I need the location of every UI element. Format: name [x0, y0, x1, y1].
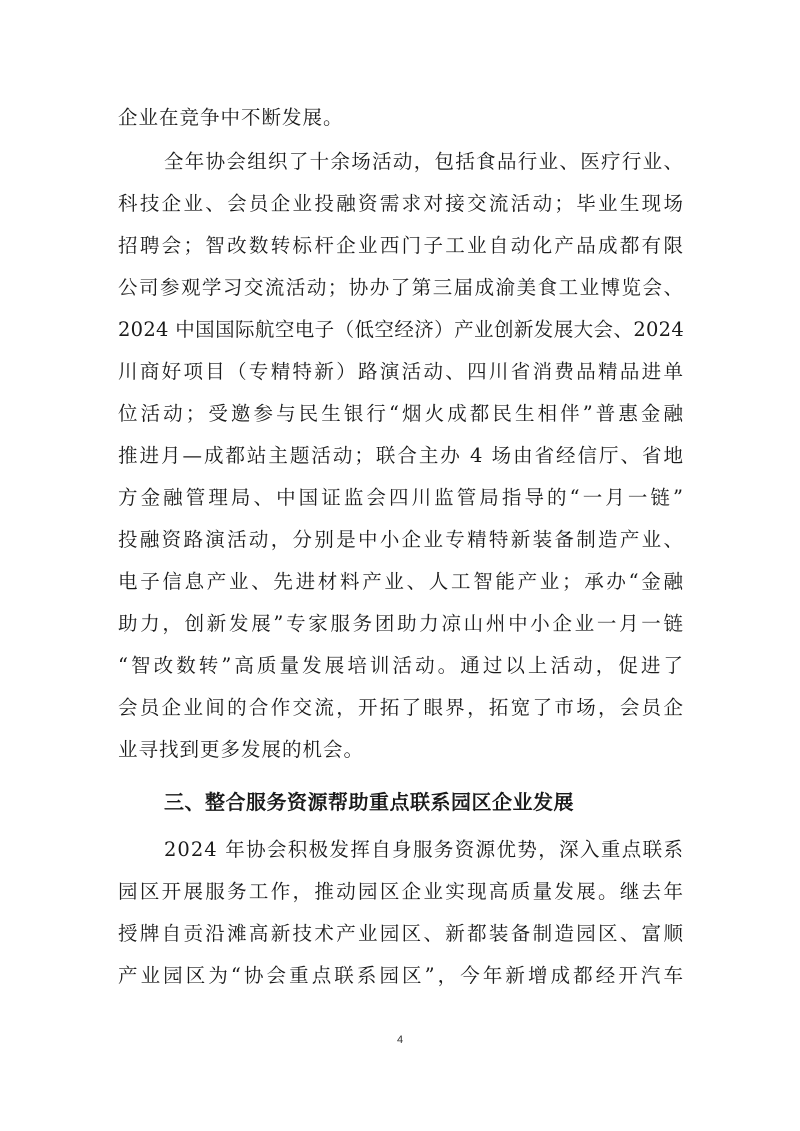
section-heading: 三、整合服务资源帮助重点联系园区企业发展: [164, 790, 574, 814]
paragraph-line: 2024 年协会积极发挥自身服务资源优势，深入重点联系: [164, 838, 684, 861]
paragraph-line: 电子信息产业、先进材料产业、人工智能产业；承办“金融: [118, 570, 684, 593]
paragraph-line: 投融资路演活动，分别是中小企业专精特新装备制造产业、: [118, 528, 684, 551]
paragraph-line: “智改数转”高质量发展培训活动。通过以上活动，促进了: [118, 654, 684, 677]
paragraph-line: 川商好项目（专精特新）路演活动、四川省消费品精品进单: [118, 360, 684, 383]
paragraph-line: 授牌自贡沿滩高新技术产业园区、新都装备制造园区、富顺: [118, 922, 684, 945]
paragraph-line: 位活动；受邀参与民生银行“烟火成都民生相伴”普惠金融: [118, 402, 684, 425]
paragraph-line: 企业在竞争中不断发展。: [118, 106, 344, 129]
paragraph-line: 方金融管理局、中国证监会四川监管局指导的“一月一链”: [118, 486, 684, 509]
paragraph-line: 全年协会组织了十余场活动，包括食品行业、医疗行业、: [164, 150, 684, 173]
paragraph-line: 园区开展服务工作，推动园区企业实现高质量发展。继去年: [118, 880, 684, 903]
paragraph-line: 招聘会；智改数转标杆企业西门子工业自动化产品成都有限: [118, 234, 684, 257]
paragraph-line: 助力，创新发展”专家服务团助力凉山州中小企业一月一链: [118, 612, 684, 635]
page-number: 4: [396, 1034, 404, 1046]
paragraph-line: 业寻找到更多发展的机会。: [118, 738, 365, 761]
paragraph-line: 产业园区为“协会重点联系园区”，今年新增成都经开汽车: [118, 964, 684, 987]
paragraph-line: 推进月—成都站主题活动；联合主办 4 场由省经信厅、省地: [118, 444, 684, 467]
paragraph-line: 2024 中国国际航空电子（低空经济）产业创新发展大会、2024: [118, 318, 684, 341]
paragraph-line: 科技企业、会员企业投融资需求对接交流活动；毕业生现场: [118, 192, 684, 215]
paragraph-line: 会员企业间的合作交流，开拓了眼界，拓宽了市场，会员企: [118, 696, 684, 719]
paragraph-line: 公司参观学习交流活动；协办了第三届成渝美食工业博览会、: [118, 276, 684, 299]
